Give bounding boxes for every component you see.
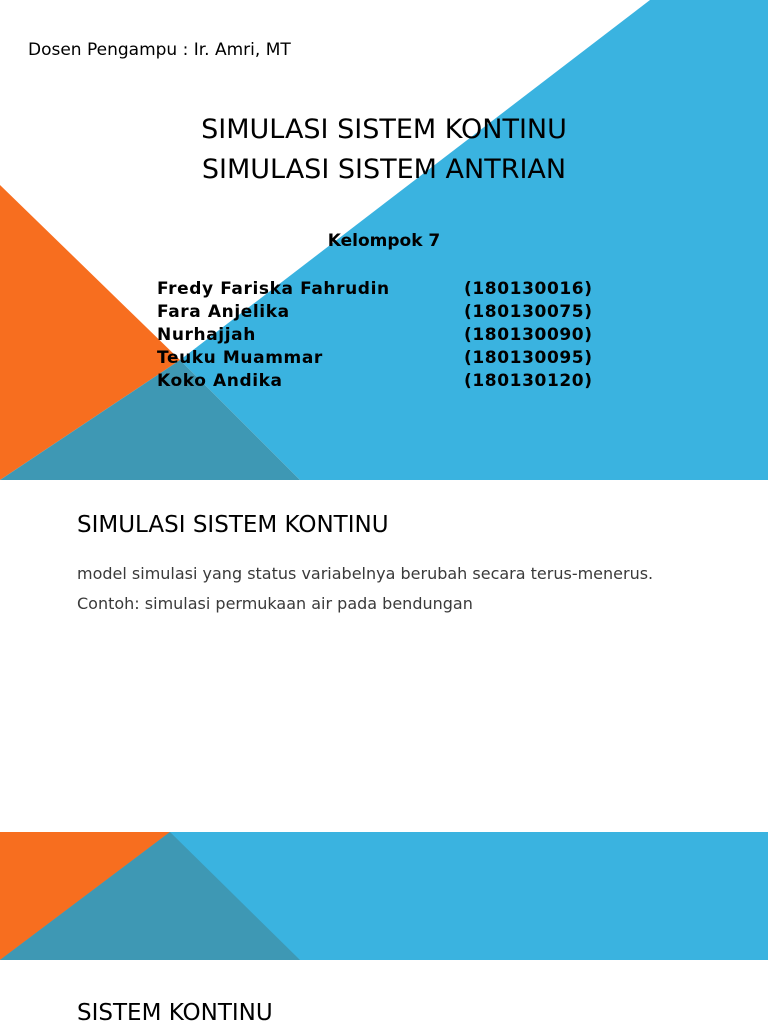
member-row [157,370,617,393]
member-nim: (180130075) [464,302,593,322]
member-nim: (180130016) [464,279,593,299]
lecturer-label: Dosen Pengampu : Ir. Amri, MT [28,40,291,60]
example-text: Contoh: simulasi permukaan air pada bendungan [77,594,473,613]
member-nim: (180130090) [464,325,593,345]
group-label: Kelompok 7 [327,231,441,251]
member-name: Nurhajjah [157,325,256,345]
content-slide [0,480,768,832]
title-slide [0,0,768,480]
presentation-title [0,110,768,190]
slide2-body [77,562,657,622]
member-nim: (180130095) [464,348,593,368]
section-slide [0,832,768,1024]
definition-text: model simulasi yang status variabelnya berubah secara terus-menerus. [77,564,654,583]
member-name: Teuku Muammar [157,348,323,368]
member-name: Fara Anjelika [157,302,290,322]
member-list [157,278,617,393]
member-nim: (180130120) [464,371,593,391]
slide3-background [0,832,768,1024]
member-name: Koko Andika [157,371,283,391]
slide2-title: SIMULASI SISTEM KONTINU [77,512,389,538]
member-row [157,301,617,324]
member-name: Fredy Fariska Fahrudin [157,279,390,299]
slide3-title: SISTEM KONTINU [77,1000,273,1024]
member-row [157,347,617,370]
member-row [157,278,617,301]
member-row [157,324,617,347]
title-line-1: SIMULASI SISTEM KONTINU [201,114,567,145]
title-line-2: SIMULASI SISTEM ANTRIAN [201,154,567,185]
